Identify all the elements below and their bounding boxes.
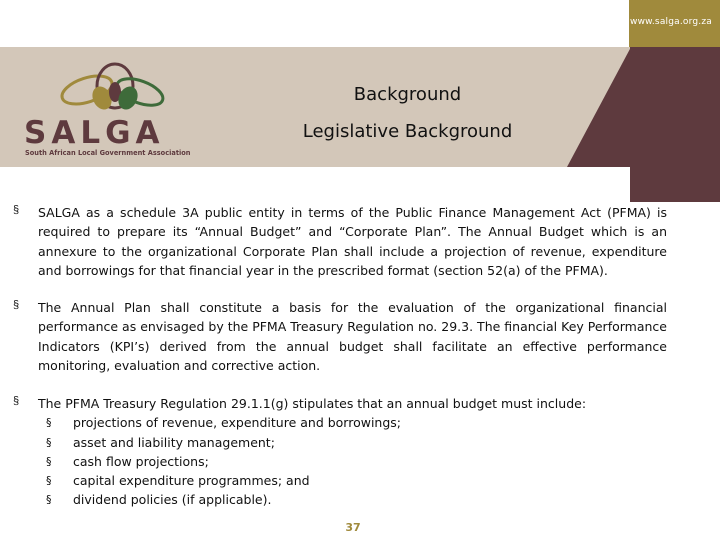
page-subtitle: Legislative Background: [302, 121, 513, 142]
sub-list-item: [38, 433, 667, 452]
sub-bullet-icon: §: [46, 454, 52, 468]
bullet-text: [38, 394, 667, 509]
sub-item-text: capital expenditure programmes; and: [73, 472, 310, 488]
sub-bullet-icon: §: [46, 493, 52, 507]
sub-item-text: projections of revenue, expenditure and borrowings;: [73, 415, 402, 431]
bullet-lead-text: The PFMA Treasury Regulation 29.1.1(g) stipulates that an annual budget must include:: [38, 396, 587, 411]
bullet-text: The Annual Plan shall constitute a basis for the evaluation of the organizational financial performance as envisaged by the PFMA Treasury Regulation no. 29.3. The financial Key Performance Indicators (KPI’s) derived from the annual budget shall facilitate an effective performance monitoring, evaluation and corrective action.: [38, 300, 667, 373]
sub-bullet-icon: §: [46, 435, 52, 449]
sub-bullet-icon: §: [46, 473, 52, 487]
salga-logo: [22, 62, 212, 162]
sub-item-text: dividend policies (if applicable).: [73, 492, 272, 508]
sub-list-item: [38, 413, 667, 432]
page-number: 37: [345, 521, 361, 534]
logo-tagline: South African Local Government Association: [25, 149, 191, 157]
sub-list: [38, 413, 667, 509]
sub-bullet-icon: §: [46, 416, 52, 430]
sub-list-item: [38, 452, 667, 471]
bullet-text: SALGA as a schedule 3A public entity in terms of the Public Finance Management Act (PFMA) is required to prepare its “Annual Budget” and “Corporate Plan”. The Annual Budget which is an annexure to the organizational Corporate Plan shall include a projection of revenue, expenditure and borrowings for that financial year in the prescribed format (section 52(a) of the PFMA).: [38, 205, 667, 278]
sub-item-text: asset and liability management;: [73, 434, 275, 450]
sub-list-item: [38, 490, 667, 509]
website-url: www.salga.org.za: [630, 17, 712, 27]
page-title: Background: [353, 84, 462, 105]
sub-item-text: cash flow projections;: [73, 453, 209, 469]
bullet-icon: §: [13, 299, 20, 311]
logo-wordmark: SALGA: [24, 115, 165, 151]
bullet-icon: §: [13, 395, 20, 407]
sub-list-item: [38, 471, 667, 490]
bullet-icon: §: [13, 204, 20, 216]
